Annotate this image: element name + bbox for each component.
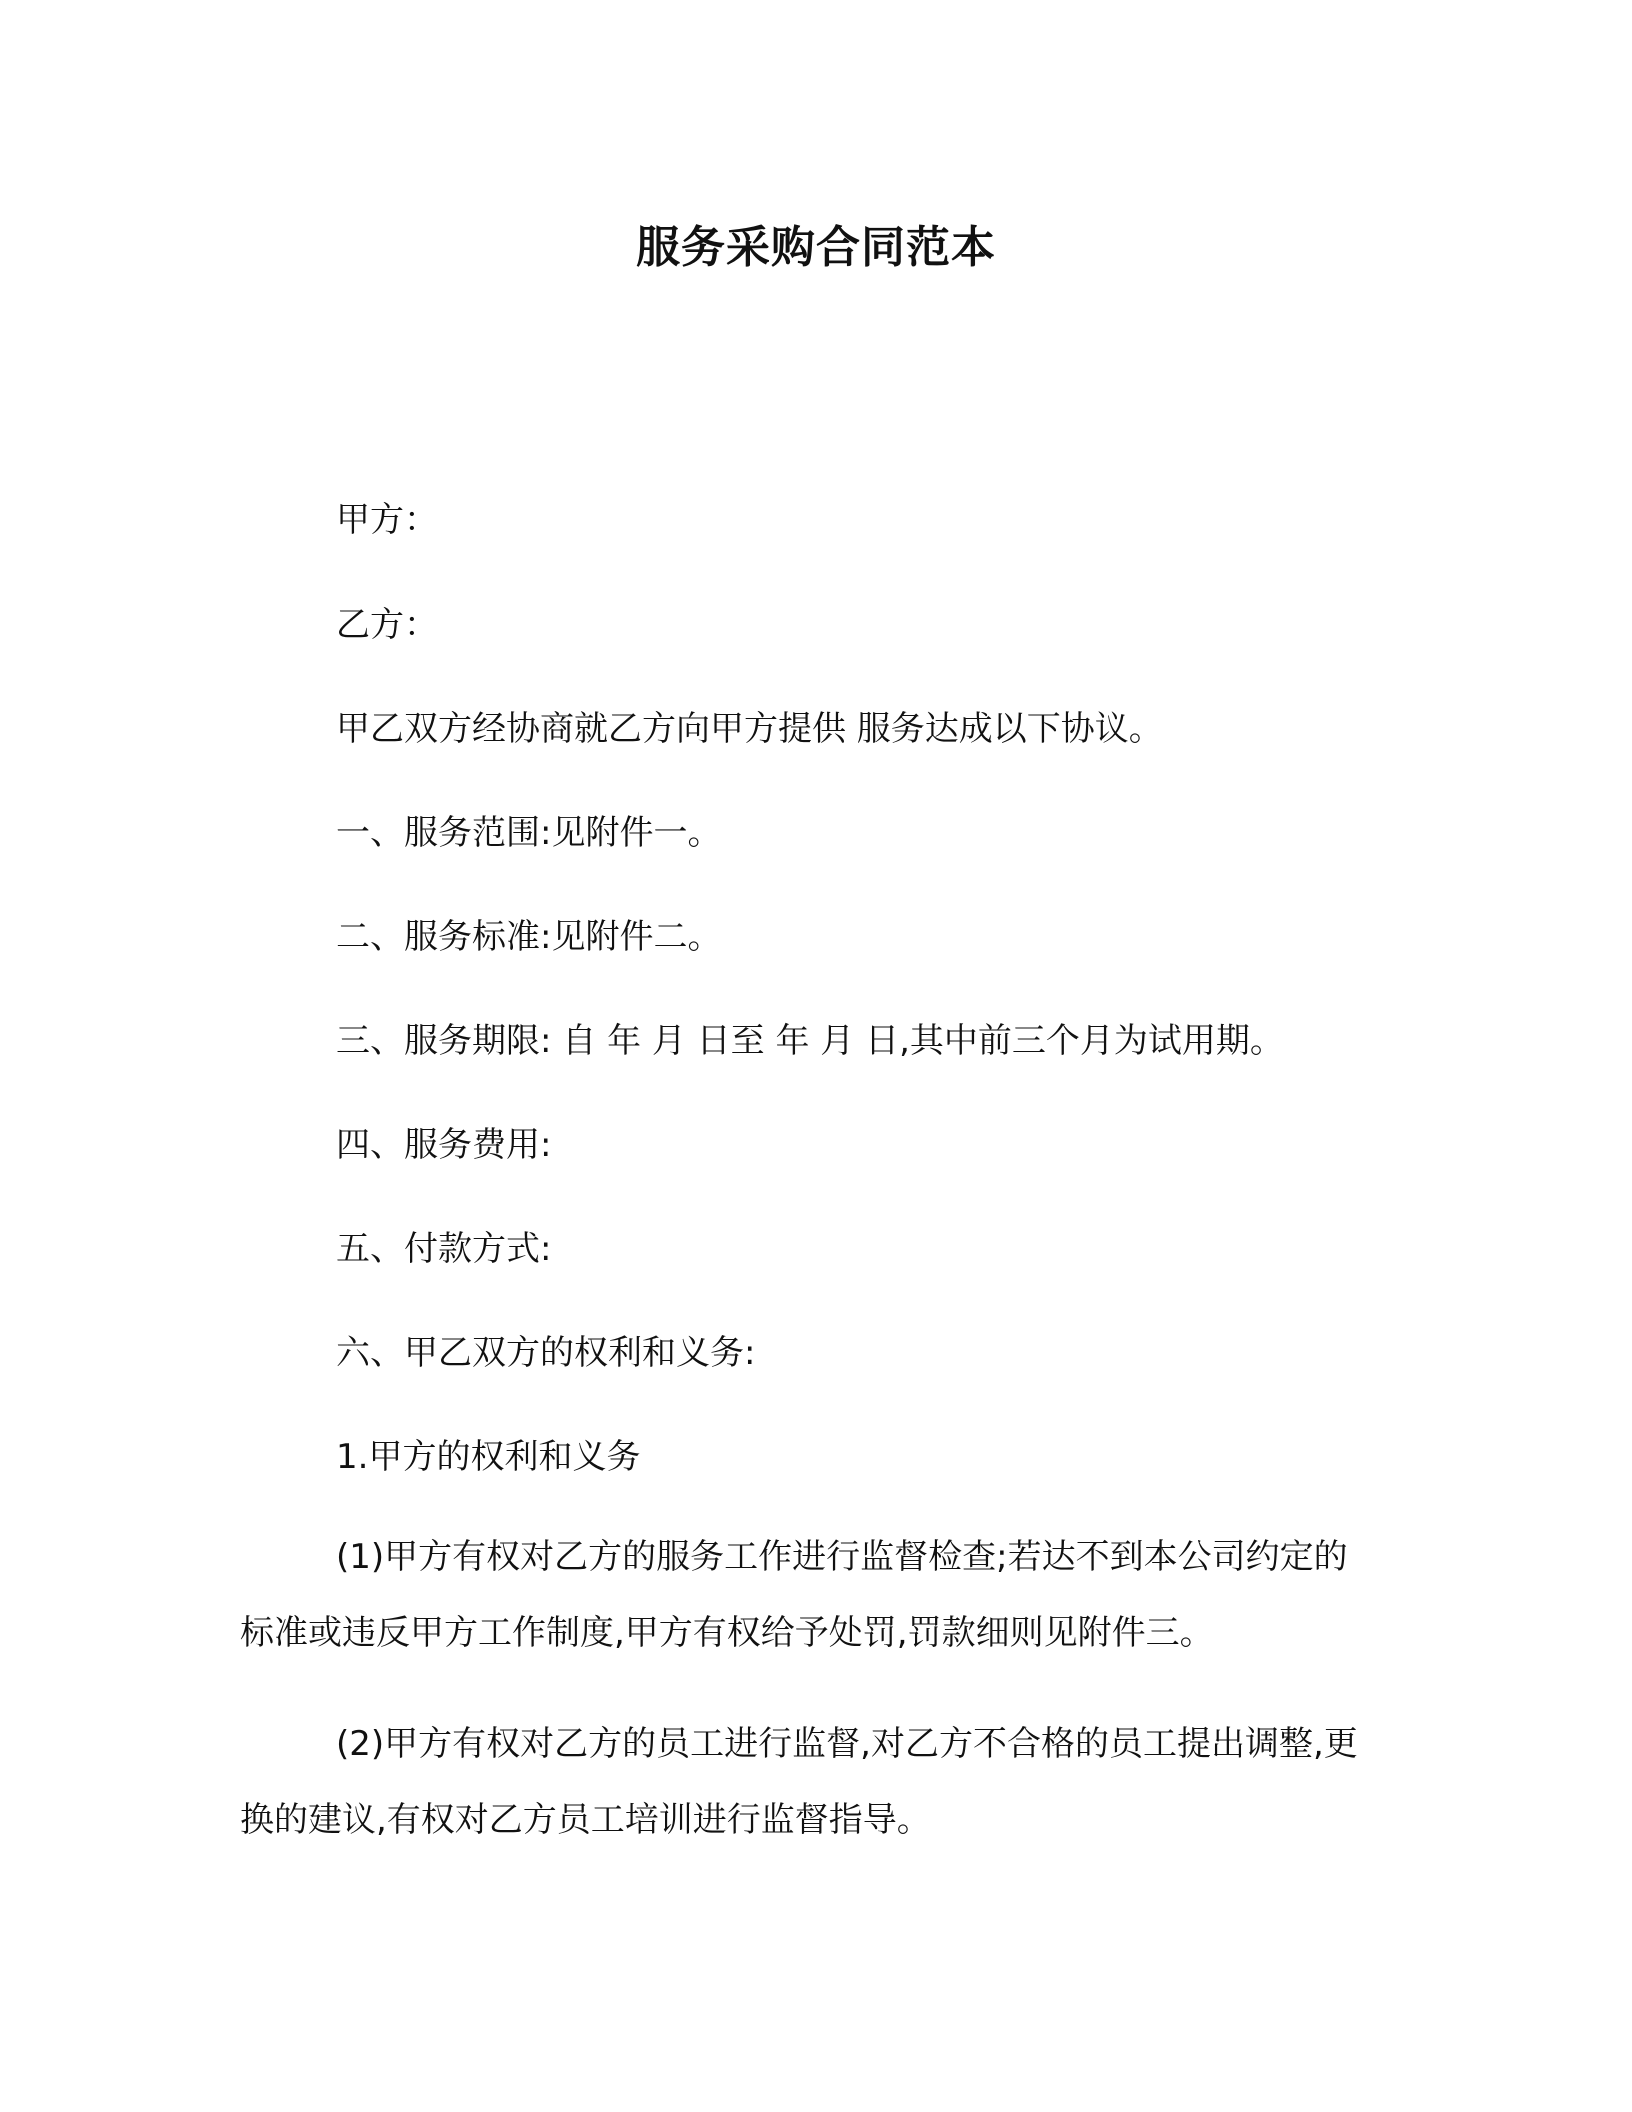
clause-payment: 五、付款方式: (336, 1229, 552, 1269)
item-paragraph: (1)甲方有权对乙方的服务工作进行监督检查;若达不到本公司约定的标准或违反甲方工作制度,甲方有权给予处罚,罚款细则见附件三。 (240, 1537, 1348, 1653)
clause-rights: 六、甲乙双方的权利和义务: (336, 1333, 756, 1373)
clause-standard: 二、服务标准:见附件二。 (336, 917, 722, 957)
party-a-label: 甲方： (336, 500, 438, 540)
sub-heading-party-a-rights: 1.甲方的权利和义务 (336, 1437, 641, 1477)
clause-term: 三、服务期限: 自 年 月 日至 年 月 日,其中前三个月为试用期。 (336, 1021, 1284, 1061)
clause-scope: 一、服务范围:见附件一。 (336, 813, 722, 853)
intro-paragraph: 甲乙双方经协商就乙方向甲方提供 服务达成以下协议。 (336, 709, 1163, 749)
item-paragraph: (2)甲方有权对乙方的员工进行监督,对乙方不合格的员工提出调整,更换的建议,有权对乙方员工培训进行监督指导。 (240, 1724, 1358, 1840)
document-title: 服务采购合同范本 (636, 222, 996, 273)
clause-fee: 四、服务费用: (336, 1125, 552, 1165)
party-b-label: 乙方： (336, 605, 438, 645)
